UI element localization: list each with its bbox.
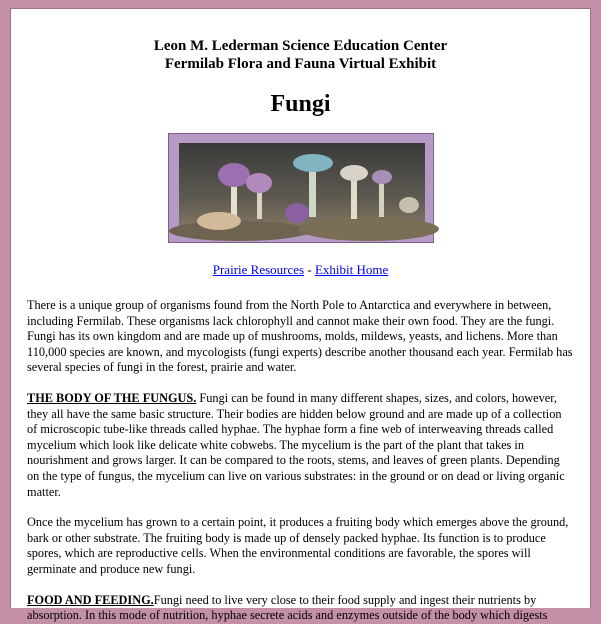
- food-paragraph: [27, 593, 574, 624]
- article-body: [27, 298, 574, 624]
- fungi-banner-image: [168, 133, 434, 243]
- mushroom-photo-icon: [179, 143, 425, 235]
- intro-paragraph: There is a unique group of organisms found from the North Pole to Antarctica and everywhere in between, including Fermilab. These organisms lack chlorophyll and cannot make their own food. They are the fungi. Fungi has its own kingdom and are made up of mushrooms, molds, mildews, yeasts, and lichens. More than 110,000 species are known, and mycologists (fungi experts) describe another thousand each year. Fermilab has several species of fungi in the forest, prairie and water.: [27, 298, 573, 375]
- food-section-heading: FOOD AND FEEDING.: [27, 592, 154, 607]
- mycelium-paragraph: Once the mycelium has grown to a certain point, it produces a fruiting body which emerges above the ground, bark or other substrate. The fruiting body is made up of densely packed hyphae. Its function is to produce spores, which are reproductive cells. When the environmental conditions are favorable, the spores will germinate and produce new fungi.: [27, 515, 569, 576]
- header-line-2: Fermilab Flora and Fauna Virtual Exhibit: [164, 56, 437, 72]
- page-content: [10, 8, 591, 623]
- exhibit-home-link[interactable]: Exhibit Home: [314, 262, 389, 277]
- site-header: [11, 37, 590, 73]
- nav-links: [11, 262, 590, 278]
- header-line-1: Leon M. Lederman Science Education Center: [153, 38, 448, 54]
- link-separator: -: [304, 262, 315, 277]
- body-section-text: Fungi can be found in many different shapes, sizes, and colors, however, they all have the same basic structure. Their bodies are hidden below ground and are made up of a collection of microscopic tube-like threads called hyphae. The hyphae form a fine web of interweaving threads called mycelium which look like delicate white cobwebs. The mycelium is the part of the plant that takes in nourishment and grows larger. It can be compared to the roots, stems, and leaves of green plants. Depending on the type of fungus, the mycelium can live on various substrates: in the ground or on dead or living organic matter.: [27, 390, 565, 499]
- page-title: Fungi: [270, 91, 331, 117]
- body-section-heading: THE BODY OF THE FUNGUS.: [27, 390, 197, 405]
- prairie-resources-link[interactable]: Prairie Resources: [212, 262, 305, 277]
- body-paragraph: [27, 391, 574, 500]
- food-section-text: Fungi need to live very close to their food supply and ingest their nutrients by absorption. In this mode of nutrition, hyphae secrete acids and enzymes outside of the body which digests: [27, 592, 548, 623]
